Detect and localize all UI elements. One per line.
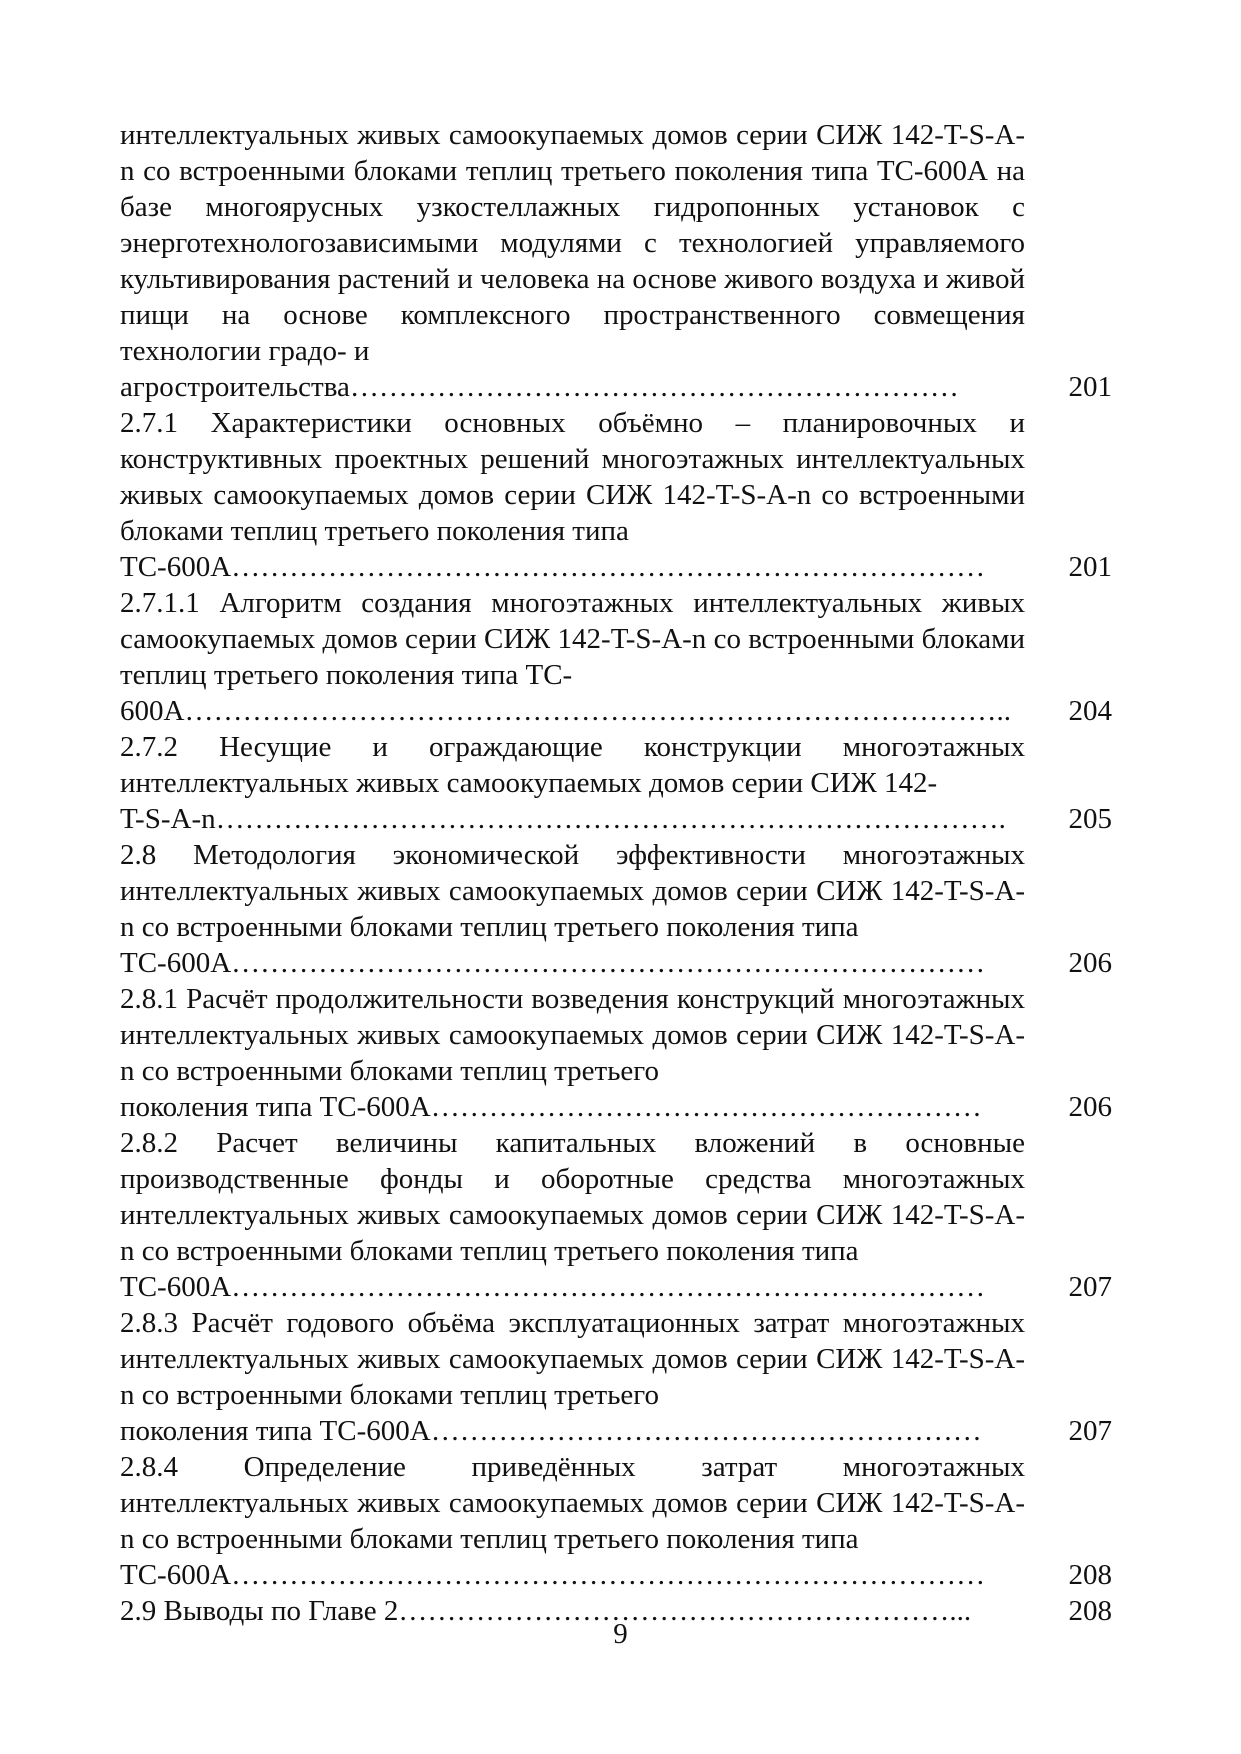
toc-entry-leader-line: агростроительства………………………………………………………	[120, 371, 959, 403]
toc-entry-leader-line: ТС-600А……………………………………………………………………	[120, 1559, 986, 1591]
toc-entry-text: 2.8.4 Определение приведённых затрат многоэтажных интеллектуальных живых самоокупаемых домов серии СИЖ 142-T-S-A-n со встроенными блоками теплиц третьего поколения типа	[120, 1451, 1025, 1555]
toc-page-number: 201	[1068, 371, 1112, 403]
toc-page-number: 208	[1068, 1595, 1112, 1627]
toc-entry-2-8-2	[120, 1125, 1112, 1305]
toc-entry-text: интеллектуальных живых самоокупаемых домов серии СИЖ 142-T-S-A-n со встроенными блоками теплиц третьего поколения типа ТС-600А на базе многоярусных узкостеллажных гидропонных установок с энерготехнологозависимыми модулями с технологией управляемого культивирования растений и человека на основе живого воздуха и живой пищи на основе комплексного пространственного совмещения технологии градо- и	[120, 119, 1025, 367]
toc-page-number: 201	[1068, 551, 1112, 583]
toc-entry-leader-line: 2.9 Выводы по Главе 2…………………………………………………...	[120, 1595, 972, 1627]
toc-entry-text: 2.7.1 Характеристики основных объёмно – планировочных и конструктивных проектных решений многоэтажных интеллектуальных живых самоокупаемых домов серии СИЖ 142-T-S-A-n со встроенными блоками теплиц третьего поколения типа	[120, 407, 1025, 547]
toc-entry-2-7-1-1	[120, 585, 1112, 729]
toc-entry-2-7-1	[120, 405, 1112, 585]
toc-entry-leader-line: T-S-A-n……………………………………………………………………….	[120, 803, 1006, 835]
toc-entry-text: 2.7.1.1 Алгоритм создания многоэтажных интеллектуальных живых самоокупаемых домов серии СИЖ 142-T-S-A-n со встроенными блоками теплиц третьего поколения типа ТС-	[120, 587, 1025, 691]
toc-page-number: 207	[1068, 1271, 1112, 1303]
toc-page-number: 207	[1068, 1415, 1112, 1447]
toc-entry-text: 2.8.1 Расчёт продолжительности возведения конструкций многоэтажных интеллектуальных живых самоокупаемых домов серии СИЖ 142-T-S-A-n со встроенными блоками теплиц третьего	[120, 983, 1025, 1087]
toc-page-number: 205	[1068, 803, 1112, 835]
toc-entry-leader-line: ТС-600А……………………………………………………………………	[120, 551, 986, 583]
toc-entry-2-8-3	[120, 1305, 1112, 1449]
toc-entry-text: 2.8.3 Расчёт годового объёма эксплуатационных затрат многоэтажных интеллектуальных живых самоокупаемых домов серии СИЖ 142-T-S-A-n со встроенными блоками теплиц третьего	[120, 1307, 1025, 1411]
toc-entry-leader-line: ТС-600А……………………………………………………………………	[120, 1271, 986, 1303]
toc-entry-leader-line: 600А…………………………………………………………………………..	[120, 695, 1011, 727]
toc-page-number: 206	[1068, 947, 1112, 979]
toc-entry-leader-line: поколения типа ТС-600А…………………………………………………	[120, 1091, 982, 1123]
toc-entry-2-8-1	[120, 981, 1112, 1125]
toc-page-number: 206	[1068, 1091, 1112, 1123]
toc-entry-leader-line: поколения типа ТС-600А…………………………………………………	[120, 1415, 982, 1447]
table-of-contents	[120, 117, 1112, 1629]
toc-entry-leader-line: ТС-600А……………………………………………………………………	[120, 947, 986, 979]
toc-page-number: 204	[1068, 695, 1112, 727]
toc-entry-2-8	[120, 837, 1112, 981]
toc-entry-text: 2.8 Методология экономической эффективности многоэтажных интеллектуальных живых самоокупаемых домов серии СИЖ 142-T-S-A-n со встроенными блоками теплиц третьего поколения типа	[120, 839, 1025, 943]
toc-entry-text: 2.7.2 Несущие и ограждающие конструкции многоэтажных интеллектуальных живых самоокупаемых домов серии СИЖ 142-	[120, 731, 1025, 799]
toc-page-number: 208	[1068, 1559, 1112, 1591]
toc-entry-2-7-2	[120, 729, 1112, 837]
toc-entry-2-7-cont	[120, 117, 1112, 405]
page-footer-number: 9	[613, 1618, 628, 1650]
toc-entry-2-8-4	[120, 1449, 1112, 1593]
toc-entry-text: 2.8.2 Расчет величины капитальных вложений в основные производственные фонды и оборотные средства многоэтажных интеллектуальных живых самоокупаемых домов серии СИЖ 142-T-S-A-n со встроенными блоками теплиц третьего поколения типа	[120, 1127, 1025, 1267]
